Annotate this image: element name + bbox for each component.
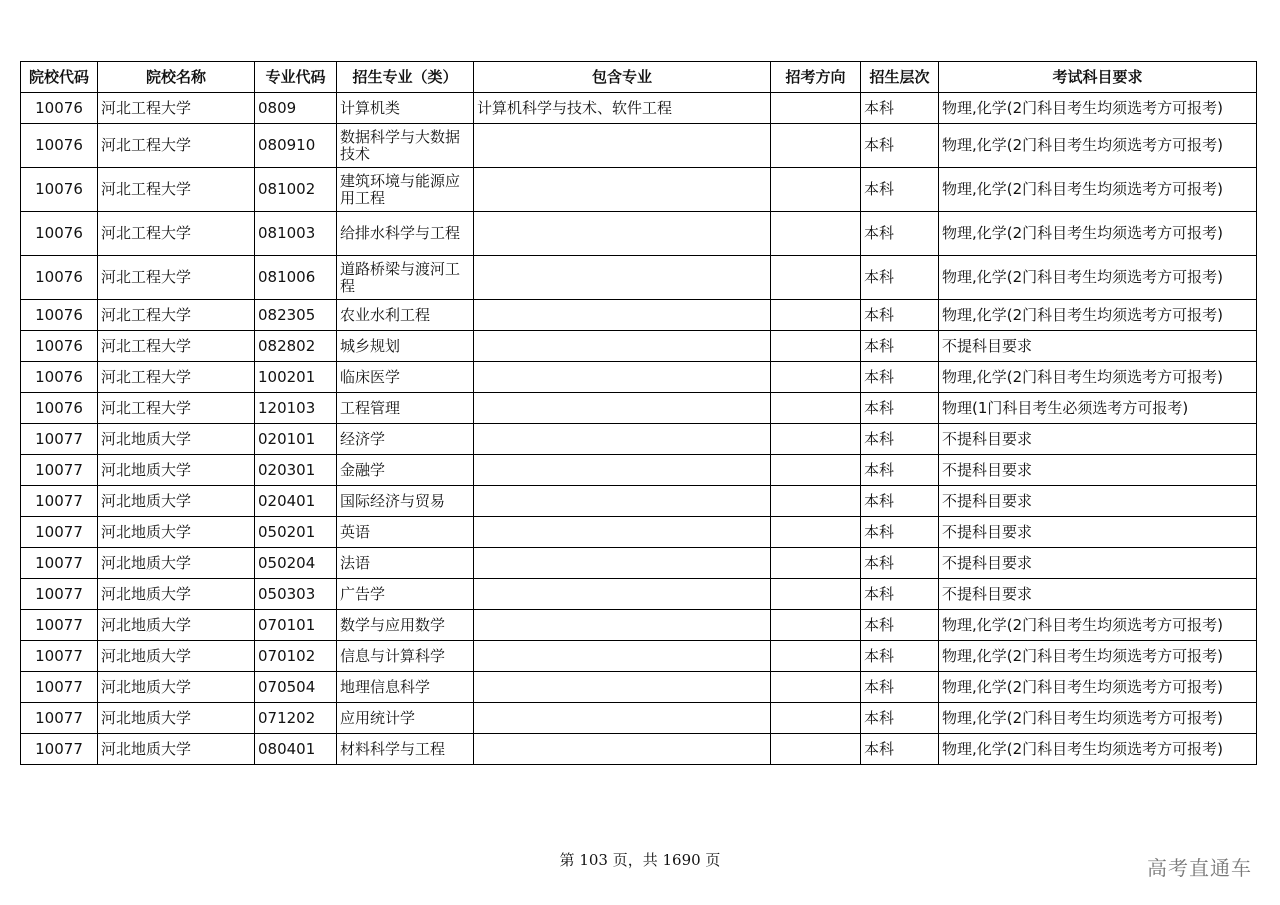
subject-requirement-cell: 不提科目要求 bbox=[939, 331, 1257, 362]
major-code-cell: 080401 bbox=[255, 734, 337, 765]
level-cell: 本科 bbox=[861, 610, 939, 641]
included-majors-cell bbox=[474, 703, 771, 734]
level-cell: 本科 bbox=[861, 124, 939, 168]
school-code-cell: 10076 bbox=[21, 256, 98, 300]
included-majors-cell bbox=[474, 579, 771, 610]
major-name-cell: 应用统计学 bbox=[337, 703, 474, 734]
major-name-cell: 数学与应用数学 bbox=[337, 610, 474, 641]
subject-requirement-cell: 不提科目要求 bbox=[939, 424, 1257, 455]
school-code-cell: 10076 bbox=[21, 212, 98, 256]
direction-cell bbox=[771, 455, 861, 486]
level-cell: 本科 bbox=[861, 734, 939, 765]
included-majors-cell bbox=[474, 393, 771, 424]
school-name-cell: 河北地质大学 bbox=[98, 455, 255, 486]
major-name-cell: 英语 bbox=[337, 517, 474, 548]
subject-requirement-cell: 物理,化学(2门科目考生均须选考方可报考) bbox=[939, 610, 1257, 641]
level-cell: 本科 bbox=[861, 703, 939, 734]
level-cell: 本科 bbox=[861, 93, 939, 124]
table-row bbox=[21, 703, 1257, 734]
school-name-header: 院校名称 bbox=[98, 62, 255, 93]
major-code-cell: 070102 bbox=[255, 641, 337, 672]
direction-cell bbox=[771, 641, 861, 672]
watermark: 高考直通车 bbox=[1147, 856, 1252, 880]
direction-cell bbox=[771, 93, 861, 124]
table-row bbox=[21, 734, 1257, 765]
table-row bbox=[21, 393, 1257, 424]
school-name-cell: 河北工程大学 bbox=[98, 331, 255, 362]
major-code-cell: 050204 bbox=[255, 548, 337, 579]
major-name-cell: 法语 bbox=[337, 548, 474, 579]
level-cell: 本科 bbox=[861, 455, 939, 486]
major-name-cell: 计算机类 bbox=[337, 93, 474, 124]
major-code-cell: 050303 bbox=[255, 579, 337, 610]
major-code-cell: 100201 bbox=[255, 362, 337, 393]
level-cell: 本科 bbox=[861, 672, 939, 703]
direction-cell bbox=[771, 486, 861, 517]
table-row bbox=[21, 124, 1257, 168]
school-code-cell: 10077 bbox=[21, 517, 98, 548]
subject-requirement-cell: 物理(1门科目考生必须选考方可报考) bbox=[939, 393, 1257, 424]
direction-header: 招考方向 bbox=[771, 62, 861, 93]
table-row bbox=[21, 486, 1257, 517]
major-name-cell: 材料科学与工程 bbox=[337, 734, 474, 765]
major-name-cell: 农业水利工程 bbox=[337, 300, 474, 331]
subject-requirement-cell: 不提科目要求 bbox=[939, 579, 1257, 610]
school-name-cell: 河北工程大学 bbox=[98, 393, 255, 424]
direction-cell bbox=[771, 703, 861, 734]
admission-table bbox=[20, 61, 1257, 765]
major-code-cell: 070101 bbox=[255, 610, 337, 641]
major-name-cell: 地理信息科学 bbox=[337, 672, 474, 703]
included-majors-cell: 计算机科学与技术、软件工程 bbox=[474, 93, 771, 124]
included-majors-cell bbox=[474, 548, 771, 579]
major-code-cell: 020301 bbox=[255, 455, 337, 486]
school-name-cell: 河北地质大学 bbox=[98, 703, 255, 734]
table-row bbox=[21, 610, 1257, 641]
subject-requirement-cell: 物理,化学(2门科目考生均须选考方可报考) bbox=[939, 703, 1257, 734]
subject-requirement-cell: 物理,化学(2门科目考生均须选考方可报考) bbox=[939, 93, 1257, 124]
school-name-cell: 河北地质大学 bbox=[98, 579, 255, 610]
major-code-cell: 080910 bbox=[255, 124, 337, 168]
direction-cell bbox=[771, 672, 861, 703]
school-name-cell: 河北工程大学 bbox=[98, 124, 255, 168]
page-number: 第 103 页，共 1690 页 bbox=[559, 851, 721, 869]
direction-cell bbox=[771, 548, 861, 579]
school-name-cell: 河北工程大学 bbox=[98, 256, 255, 300]
table-row bbox=[21, 300, 1257, 331]
major-code-cell: 081006 bbox=[255, 256, 337, 300]
major-code-cell: 0809 bbox=[255, 93, 337, 124]
table-row bbox=[21, 548, 1257, 579]
table-row bbox=[21, 641, 1257, 672]
level-cell: 本科 bbox=[861, 168, 939, 212]
major-name-cell: 临床医学 bbox=[337, 362, 474, 393]
school-code-cell: 10077 bbox=[21, 455, 98, 486]
table-row bbox=[21, 424, 1257, 455]
school-code-cell: 10076 bbox=[21, 331, 98, 362]
major-name-cell: 金融学 bbox=[337, 455, 474, 486]
table-row bbox=[21, 517, 1257, 548]
school-code-cell: 10077 bbox=[21, 548, 98, 579]
school-code-cell: 10076 bbox=[21, 93, 98, 124]
major-code-cell: 081003 bbox=[255, 212, 337, 256]
direction-cell bbox=[771, 517, 861, 548]
major-code-cell: 081002 bbox=[255, 168, 337, 212]
table-body bbox=[21, 93, 1257, 765]
subject-requirement-header: 考试科目要求 bbox=[939, 62, 1257, 93]
school-code-cell: 10077 bbox=[21, 579, 98, 610]
included-majors-cell bbox=[474, 331, 771, 362]
direction-cell bbox=[771, 362, 861, 393]
major-header: 招生专业（类） bbox=[337, 62, 474, 93]
table-row bbox=[21, 362, 1257, 393]
direction-cell bbox=[771, 610, 861, 641]
direction-cell bbox=[771, 424, 861, 455]
school-code-cell: 10077 bbox=[21, 486, 98, 517]
school-code-cell: 10076 bbox=[21, 168, 98, 212]
major-name-cell: 给排水科学与工程 bbox=[337, 212, 474, 256]
major-code-cell: 071202 bbox=[255, 703, 337, 734]
major-name-cell: 广告学 bbox=[337, 579, 474, 610]
direction-cell bbox=[771, 393, 861, 424]
subject-requirement-cell: 物理,化学(2门科目考生均须选考方可报考) bbox=[939, 256, 1257, 300]
direction-cell bbox=[771, 331, 861, 362]
included-majors-cell bbox=[474, 212, 771, 256]
included-majors-cell bbox=[474, 168, 771, 212]
school-code-cell: 10076 bbox=[21, 362, 98, 393]
major-name-cell: 数据科学与大数据技术 bbox=[337, 124, 474, 168]
header-row bbox=[21, 62, 1257, 93]
subject-requirement-cell: 不提科目要求 bbox=[939, 455, 1257, 486]
major-code-cell: 120103 bbox=[255, 393, 337, 424]
major-name-cell: 城乡规划 bbox=[337, 331, 474, 362]
level-cell: 本科 bbox=[861, 256, 939, 300]
subject-requirement-cell: 物理,化学(2门科目考生均须选考方可报考) bbox=[939, 734, 1257, 765]
school-code-cell: 10076 bbox=[21, 393, 98, 424]
major-code-cell: 070504 bbox=[255, 672, 337, 703]
table-row bbox=[21, 256, 1257, 300]
subject-requirement-cell: 物理,化学(2门科目考生均须选考方可报考) bbox=[939, 672, 1257, 703]
major-name-cell: 经济学 bbox=[337, 424, 474, 455]
table-row bbox=[21, 672, 1257, 703]
direction-cell bbox=[771, 256, 861, 300]
level-cell: 本科 bbox=[861, 331, 939, 362]
included-majors-cell bbox=[474, 300, 771, 331]
school-code-cell: 10077 bbox=[21, 672, 98, 703]
school-name-cell: 河北地质大学 bbox=[98, 424, 255, 455]
included-majors-cell bbox=[474, 124, 771, 168]
school-code-cell: 10077 bbox=[21, 610, 98, 641]
major-name-cell: 道路桥梁与渡河工程 bbox=[337, 256, 474, 300]
included-majors-cell bbox=[474, 256, 771, 300]
major-name-cell: 工程管理 bbox=[337, 393, 474, 424]
major-name-cell: 国际经济与贸易 bbox=[337, 486, 474, 517]
level-cell: 本科 bbox=[861, 486, 939, 517]
included-majors-cell bbox=[474, 362, 771, 393]
subject-requirement-cell: 物理,化学(2门科目考生均须选考方可报考) bbox=[939, 168, 1257, 212]
included-majors-cell bbox=[474, 641, 771, 672]
direction-cell bbox=[771, 168, 861, 212]
school-name-cell: 河北工程大学 bbox=[98, 300, 255, 331]
school-name-cell: 河北工程大学 bbox=[98, 212, 255, 256]
subject-requirement-cell: 物理,化学(2门科目考生均须选考方可报考) bbox=[939, 641, 1257, 672]
school-name-cell: 河北地质大学 bbox=[98, 517, 255, 548]
major-name-cell: 建筑环境与能源应用工程 bbox=[337, 168, 474, 212]
level-cell: 本科 bbox=[861, 548, 939, 579]
direction-cell bbox=[771, 300, 861, 331]
level-cell: 本科 bbox=[861, 517, 939, 548]
level-cell: 本科 bbox=[861, 393, 939, 424]
school-code-header: 院校代码 bbox=[21, 62, 98, 93]
included-majors-cell bbox=[474, 610, 771, 641]
school-name-cell: 河北地质大学 bbox=[98, 641, 255, 672]
school-name-cell: 河北工程大学 bbox=[98, 362, 255, 393]
school-name-cell: 河北工程大学 bbox=[98, 93, 255, 124]
direction-cell bbox=[771, 734, 861, 765]
subject-requirement-cell: 不提科目要求 bbox=[939, 517, 1257, 548]
included-majors-cell bbox=[474, 734, 771, 765]
level-cell: 本科 bbox=[861, 424, 939, 455]
subject-requirement-cell: 不提科目要求 bbox=[939, 548, 1257, 579]
included-majors-cell bbox=[474, 486, 771, 517]
school-name-cell: 河北地质大学 bbox=[98, 486, 255, 517]
school-name-cell: 河北地质大学 bbox=[98, 548, 255, 579]
major-code-cell: 082802 bbox=[255, 331, 337, 362]
major-code-cell: 050201 bbox=[255, 517, 337, 548]
major-code-cell: 082305 bbox=[255, 300, 337, 331]
level-cell: 本科 bbox=[861, 212, 939, 256]
included-majors-cell bbox=[474, 455, 771, 486]
level-cell: 本科 bbox=[861, 300, 939, 331]
school-code-cell: 10076 bbox=[21, 300, 98, 331]
subject-requirement-cell: 物理,化学(2门科目考生均须选考方可报考) bbox=[939, 212, 1257, 256]
school-code-cell: 10077 bbox=[21, 424, 98, 455]
major-name-cell: 信息与计算科学 bbox=[337, 641, 474, 672]
included-majors-cell bbox=[474, 672, 771, 703]
table-row bbox=[21, 579, 1257, 610]
school-code-cell: 10077 bbox=[21, 734, 98, 765]
school-name-cell: 河北地质大学 bbox=[98, 610, 255, 641]
subject-requirement-cell: 物理,化学(2门科目考生均须选考方可报考) bbox=[939, 124, 1257, 168]
school-name-cell: 河北地质大学 bbox=[98, 734, 255, 765]
school-code-cell: 10077 bbox=[21, 641, 98, 672]
level-cell: 本科 bbox=[861, 579, 939, 610]
subject-requirement-cell: 不提科目要求 bbox=[939, 486, 1257, 517]
direction-cell bbox=[771, 124, 861, 168]
level-cell: 本科 bbox=[861, 641, 939, 672]
included-majors-cell bbox=[474, 517, 771, 548]
major-code-header: 专业代码 bbox=[255, 62, 337, 93]
table-row bbox=[21, 331, 1257, 362]
table-row bbox=[21, 168, 1257, 212]
table-row bbox=[21, 212, 1257, 256]
table-row bbox=[21, 455, 1257, 486]
subject-requirement-cell: 物理,化学(2门科目考生均须选考方可报考) bbox=[939, 362, 1257, 393]
included-majors-cell bbox=[474, 424, 771, 455]
direction-cell bbox=[771, 212, 861, 256]
major-code-cell: 020101 bbox=[255, 424, 337, 455]
included-majors-header: 包含专业 bbox=[474, 62, 771, 93]
table-row bbox=[21, 93, 1257, 124]
level-header: 招生层次 bbox=[861, 62, 939, 93]
major-code-cell: 020401 bbox=[255, 486, 337, 517]
direction-cell bbox=[771, 579, 861, 610]
level-cell: 本科 bbox=[861, 362, 939, 393]
subject-requirement-cell: 物理,化学(2门科目考生均须选考方可报考) bbox=[939, 300, 1257, 331]
school-name-cell: 河北工程大学 bbox=[98, 168, 255, 212]
school-code-cell: 10076 bbox=[21, 124, 98, 168]
school-code-cell: 10077 bbox=[21, 703, 98, 734]
school-name-cell: 河北地质大学 bbox=[98, 672, 255, 703]
